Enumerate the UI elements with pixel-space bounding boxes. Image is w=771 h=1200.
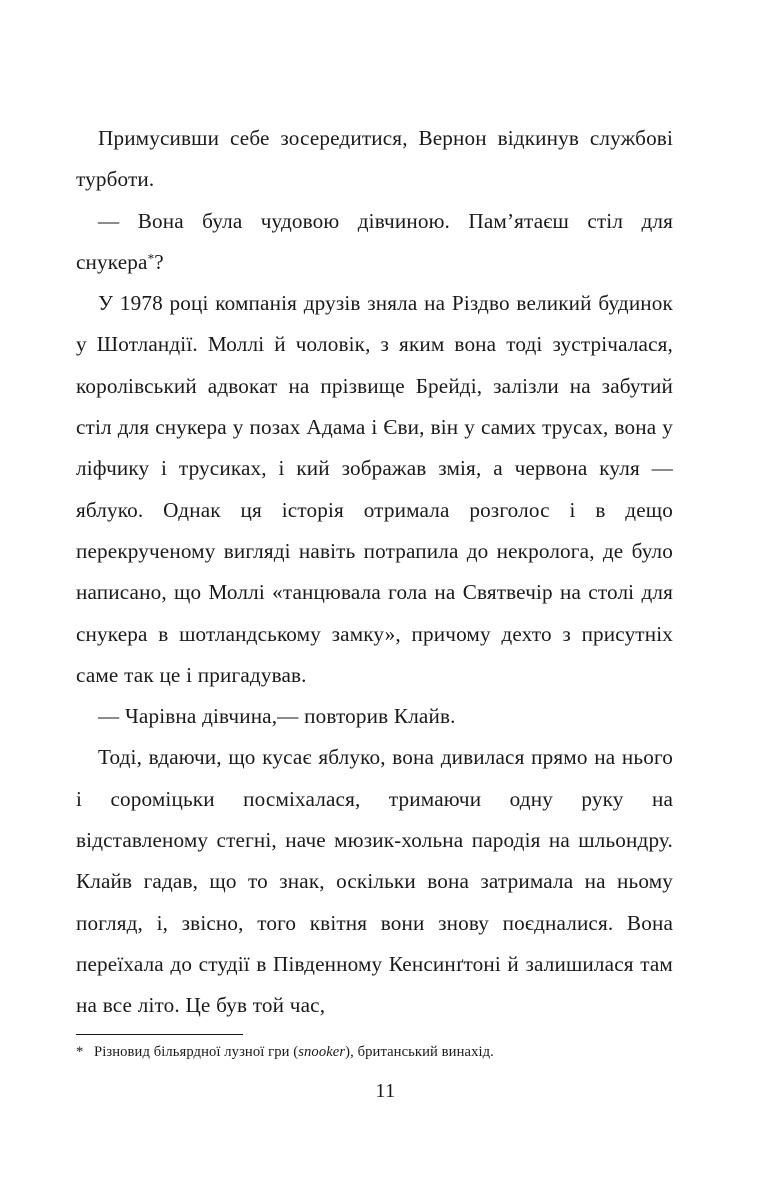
footnote-zone: [76, 1034, 673, 1062]
footnote-reference-marker[interactable]: *: [147, 250, 155, 266]
page-number: 11: [375, 1080, 396, 1102]
footnote-italic-term: snooker: [298, 1044, 346, 1060]
paragraph-2-text-before-footnote: — Вона була чудовою дівчиною. Пам’ятаєш стіл для снукера: [76, 208, 673, 274]
paragraph-4-dialogue: — Чарівна дівчина,— повторив Клайв.: [98, 704, 456, 729]
paragraph-3: У 1978 році компанія друзів зняла на Різдво великий будинок у Шотландії. Моллі й чоловік, з яким вона тоді зустрічалася, королівський адвокат на прізвище Брейді, залізли на забутий стіл для снукера у позах Адама і Єви, він у самих трусах, вона у ліфчику і трусиках, і кий зображав змія, а червона куля — яблуко. Однак ця історія отримала розголос і в дещо перекрученому вигляді навіть потрапила до некролога, де було написано, що Моллі «танцювала гола на Святвечір на столі для снукера в шотландському замку», причому дехто з присутніх саме так це і пригадував.: [76, 291, 673, 687]
footnote-separator-rule: [76, 1034, 243, 1035]
footnote-text: [76, 1042, 673, 1062]
footnote-text-part2: ), британський винахід.: [345, 1044, 494, 1060]
footnote-marker: *: [76, 1044, 84, 1060]
footnote-text-part1: Різновид більярдної лузної гри (: [94, 1044, 299, 1060]
paragraph-5: Тоді, вдаючи, що кусає яблуко, вона дивилася прямо на нього і сороміцьки посміхалася, тримаючи одну руку на відставленому стегні, наче мюзик-хольна пародія на шльондру. Клайв гадав, що то знак, оскільки вона затримала на ньому погляд, і, звісно, того квітня вони знову поєдналися. Вона переїхала до студії в Південному Кенсинґтоні й залишилася там на все літо. Це був той час,: [76, 745, 673, 1018]
paragraph-1: Примусивши себе зосередитися, Вернон відкинув службові турботи.: [76, 126, 673, 192]
paragraph-2-dialogue: [76, 201, 673, 284]
paragraph-2-text-after-footnote: ?: [154, 249, 164, 274]
body-text-block: [76, 118, 673, 1027]
